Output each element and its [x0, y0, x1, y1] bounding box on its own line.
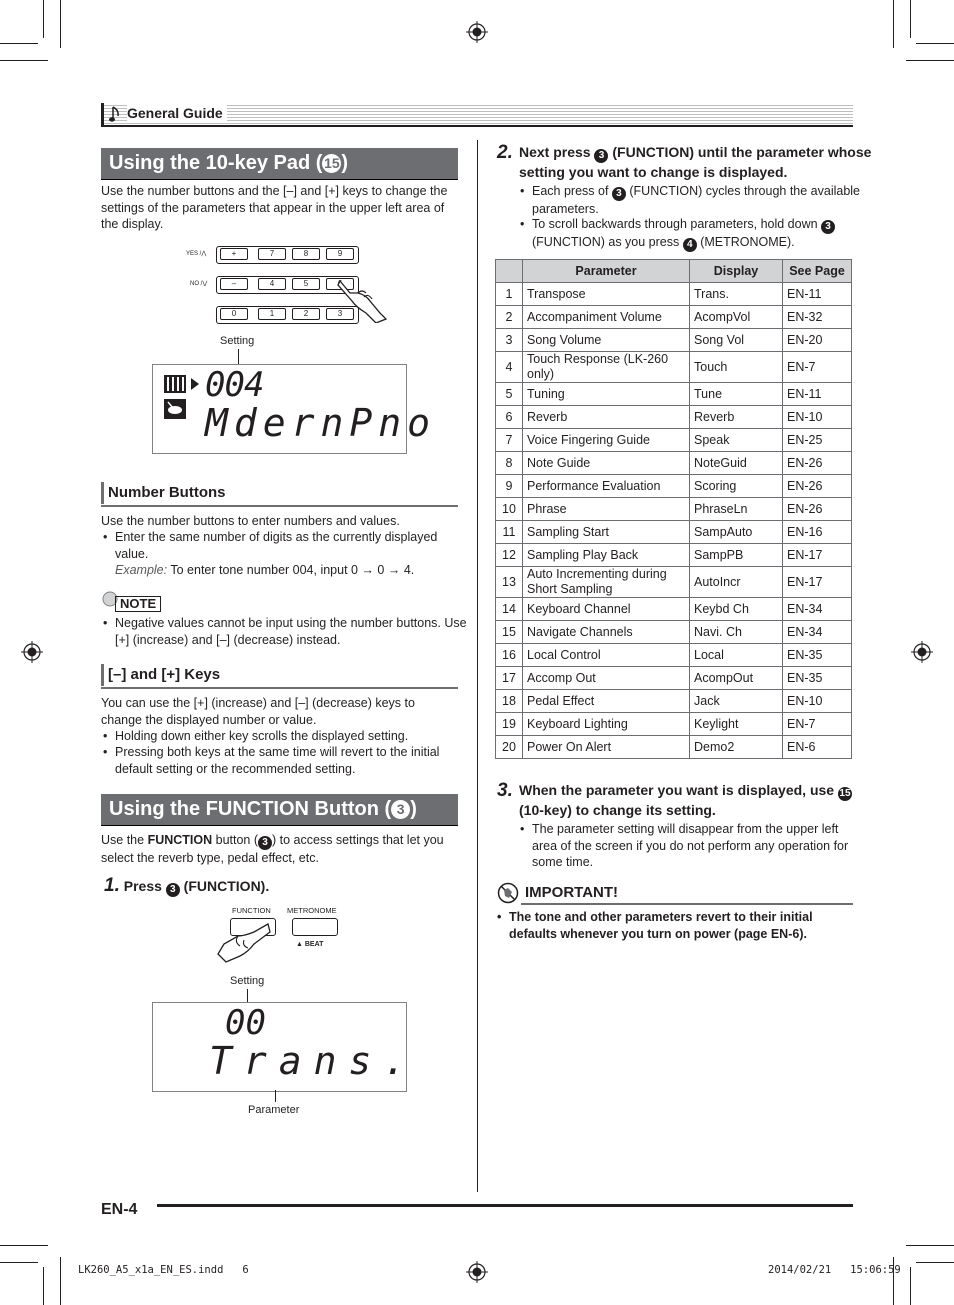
row-see-page: EN-34	[783, 621, 852, 644]
row-number: 12	[496, 544, 523, 567]
note-label: NOTE	[115, 596, 161, 612]
table-row	[496, 429, 852, 452]
row-parameter: Reverb	[523, 406, 690, 429]
table-row	[496, 598, 852, 621]
row-parameter: Voice Fingering Guide	[523, 429, 690, 452]
row-see-page: EN-11	[783, 283, 852, 306]
crop-mark	[60, 0, 61, 48]
row-see-page: EN-25	[783, 429, 852, 452]
keypad-section-title: Using the 10-key Pad ( 15)	[101, 148, 458, 180]
row-number: 5	[496, 383, 523, 406]
row-parameter: Tuning	[523, 383, 690, 406]
row-display: NoteGuid	[690, 452, 783, 475]
crop-mark	[906, 1245, 954, 1246]
row-number: 8	[496, 452, 523, 475]
step-1: 1. Press 3 (FUNCTION).	[104, 875, 270, 896]
row-number: 19	[496, 713, 523, 736]
row-number: 9	[496, 475, 523, 498]
key-1[interactable]: 1	[258, 308, 286, 320]
crop-mark	[906, 60, 954, 61]
crop-mark	[916, 43, 954, 44]
row-see-page: EN-32	[783, 306, 852, 329]
row-see-page: EN-11	[783, 383, 852, 406]
table-header-number	[496, 260, 523, 283]
key-3[interactable]: 3	[326, 308, 354, 320]
header-rule	[101, 125, 853, 127]
ref-4-icon: 4	[683, 238, 697, 252]
plus-minus-rule	[101, 687, 458, 689]
important-label: IMPORTANT!	[525, 884, 619, 901]
row-number: 11	[496, 521, 523, 544]
row-parameter: Song Volume	[523, 329, 690, 352]
table-row	[496, 283, 852, 306]
row-display: Keylight	[690, 713, 783, 736]
table-row	[496, 567, 852, 598]
row-number: 1	[496, 283, 523, 306]
keypad-intro: Use the number buttons and the [–] and [+] keys to change the settings of the parameters that appear in the upper left area of the display.	[101, 184, 448, 231]
row-number: 6	[496, 406, 523, 429]
crop-mark	[43, 1267, 44, 1305]
row-parameter: Phrase	[523, 498, 690, 521]
footer-timestamp: 2014/02/21 15:06:59	[768, 1264, 901, 1276]
pointing-hand-icon	[214, 918, 274, 964]
row-parameter: Performance Evaluation	[523, 475, 690, 498]
row-number: 13	[496, 567, 523, 598]
row-see-page: EN-35	[783, 667, 852, 690]
keyboard-icon	[163, 374, 187, 394]
row-see-page: EN-10	[783, 406, 852, 429]
metronome-button[interactable]	[292, 918, 338, 936]
number-buttons-rule	[101, 505, 458, 507]
selector-arrow-icon	[191, 378, 199, 390]
table-row	[496, 306, 852, 329]
metronome-label: METRONOME	[287, 906, 337, 915]
footer-rule	[157, 1204, 853, 1207]
important-rule	[521, 903, 853, 905]
row-parameter: Note Guide	[523, 452, 690, 475]
crop-mark	[893, 0, 894, 48]
row-number: 3	[496, 329, 523, 352]
row-see-page: EN-7	[783, 713, 852, 736]
table-row	[496, 544, 852, 567]
row-parameter: Power On Alert	[523, 736, 690, 759]
keypad-illustration	[186, 243, 406, 328]
row-see-page: EN-26	[783, 452, 852, 475]
row-parameter: Auto Incrementing during Short Sampling	[523, 567, 690, 598]
row-see-page: EN-17	[783, 567, 852, 598]
table-row	[496, 690, 852, 713]
row-see-page: EN-26	[783, 475, 852, 498]
row-parameter: Keyboard Lighting	[523, 713, 690, 736]
crop-mark	[0, 1262, 38, 1263]
table-row	[496, 352, 852, 383]
table-row	[496, 621, 852, 644]
ref-3-icon: 3	[594, 149, 608, 163]
plus-minus-intro: You can use the [+] (increase) and [–] (decrease) keys to change the displayed number or value.	[101, 696, 415, 727]
row-display: PhraseLn	[690, 498, 783, 521]
plus-minus-title: [–] and [+] Keys	[101, 664, 220, 686]
function-button-illustration	[210, 904, 350, 964]
table-header-display: Display	[690, 260, 783, 283]
crop-mark	[0, 43, 38, 44]
row-display: AutoIncr	[690, 567, 783, 598]
ref-3-icon: 3	[612, 187, 626, 201]
lcd-tone-name: MdernPno	[205, 401, 437, 445]
note-bullet: • Negative values cannot be input using the number buttons. Use [+] (increase) and [–] (decrease) instead.	[101, 615, 472, 648]
ref-3-icon: 3	[391, 800, 410, 819]
number-buttons-title: Number Buttons	[101, 482, 226, 504]
row-display: Trans.	[690, 283, 783, 306]
row-parameter: Sampling Play Back	[523, 544, 690, 567]
row-parameter: Pedal Effect	[523, 690, 690, 713]
row-display: Song Vol	[690, 329, 783, 352]
table-row	[496, 475, 852, 498]
row-number: 17	[496, 667, 523, 690]
row-display: AcompOut	[690, 667, 783, 690]
row-see-page: EN-35	[783, 644, 852, 667]
registration-mark-icon	[911, 641, 933, 663]
table-row	[496, 644, 852, 667]
lcd-function-name: Trans.	[209, 1039, 419, 1083]
crop-mark	[0, 1245, 48, 1246]
row-parameter: Accompaniment Volume	[523, 306, 690, 329]
row-see-page: EN-10	[783, 690, 852, 713]
registration-mark-icon	[21, 641, 43, 663]
music-note-icon	[109, 105, 123, 123]
key-5[interactable]: 5	[292, 278, 320, 290]
row-number: 14	[496, 598, 523, 621]
key-8[interactable]: 8	[292, 248, 320, 260]
crop-mark	[0, 60, 48, 61]
row-parameter: Keyboard Channel	[523, 598, 690, 621]
ref-15-icon: 15	[839, 788, 851, 799]
row-see-page: EN-6	[783, 736, 852, 759]
row-see-page: EN-16	[783, 521, 852, 544]
row-number: 16	[496, 644, 523, 667]
lcd-function-number: 00	[225, 1003, 266, 1043]
row-parameter: Accomp Out	[523, 667, 690, 690]
pointing-hand-icon	[336, 277, 392, 323]
table-header-parameter: Parameter	[523, 260, 690, 283]
parameter-label: Parameter	[248, 1104, 300, 1116]
row-display: Navi. Ch	[690, 621, 783, 644]
table-row	[496, 521, 852, 544]
step-2-bullet-2: • To scroll backwards through parameters, hold down 3 (FUNCTION) as you press 4 (METRONOME).	[518, 216, 865, 252]
row-parameter: Sampling Start	[523, 521, 690, 544]
row-display: Tune	[690, 383, 783, 406]
registration-mark-icon	[466, 21, 488, 43]
important-badge	[497, 882, 853, 906]
row-display: Speak	[690, 429, 783, 452]
ref-15-icon: 15	[324, 155, 340, 171]
row-parameter: Transpose	[523, 283, 690, 306]
important-bullet: • The tone and other parameters revert to their initial defaults whenever you turn on power (page EN-6).	[495, 909, 852, 942]
row-see-page: EN-26	[783, 498, 852, 521]
page-header	[101, 103, 853, 125]
step-2-bullet-1: • Each press of 3 (FUNCTION) cycles through the available parameters.	[518, 183, 865, 218]
step-2: 2. Next press 3 (FUNCTION) until the parameter whose setting you want to change is displayed.	[497, 142, 872, 180]
row-number: 18	[496, 690, 523, 713]
number-buttons-bullet: • Enter the same number of digits as the currently displayed value. Example: To enter tone number 004, input 0 → 0 → 4.	[101, 529, 458, 579]
lcd-display-function	[152, 1002, 419, 1092]
row-parameter: Local Control	[523, 644, 690, 667]
key-2[interactable]: 2	[292, 308, 320, 320]
key-0[interactable]: 0	[220, 308, 248, 320]
lcd-tone-number: 004	[205, 365, 264, 405]
header-bar	[101, 103, 104, 125]
number-buttons-intro: Use the number buttons to enter numbers and values.	[101, 514, 400, 528]
crop-mark	[916, 1262, 954, 1263]
warning-hand-icon	[497, 882, 519, 904]
row-see-page: EN-34	[783, 598, 852, 621]
setting-label-1: Setting	[220, 335, 255, 347]
row-display: Jack	[690, 690, 783, 713]
row-display: SampPB	[690, 544, 783, 567]
setting-pointer-1	[238, 349, 239, 365]
table-row	[496, 383, 852, 406]
plus-key[interactable]: +	[220, 248, 248, 260]
registration-mark-icon	[466, 1261, 488, 1283]
row-display: AcompVol	[690, 306, 783, 329]
key-7[interactable]: 7	[258, 248, 286, 260]
table-row	[496, 498, 852, 521]
row-number: 10	[496, 498, 523, 521]
row-number: 15	[496, 621, 523, 644]
drum-icon	[163, 398, 187, 420]
table-row	[496, 713, 852, 736]
row-see-page: EN-7	[783, 352, 852, 383]
row-see-page: EN-20	[783, 329, 852, 352]
crop-mark	[910, 1267, 911, 1305]
crop-mark	[43, 0, 44, 38]
beat-label: ▲ BEAT	[296, 941, 324, 948]
row-display: Demo2	[690, 736, 783, 759]
row-number: 4	[496, 352, 523, 383]
no-label: NO /⋁	[190, 281, 208, 287]
crop-mark	[910, 0, 911, 38]
row-display: SampAuto	[690, 521, 783, 544]
table-row	[496, 452, 852, 475]
row-display: Scoring	[690, 475, 783, 498]
row-see-page: EN-17	[783, 544, 852, 567]
step-3: 3. When the parameter you want is displayed, use 15 (10-key) to change its setting.	[497, 780, 851, 818]
row-display: Reverb	[690, 406, 783, 429]
row-number: 7	[496, 429, 523, 452]
ref-3-icon: 3	[166, 883, 180, 897]
parameter-pointer	[275, 1090, 276, 1102]
table-header-row	[496, 260, 852, 283]
table-row	[496, 736, 852, 759]
step-3-bullet: • The parameter setting will disappear from the upper left area of the screen if you do not perform any operation for some time.	[518, 821, 865, 871]
minus-key[interactable]: –	[220, 278, 248, 290]
lcd-display-tone	[152, 364, 437, 454]
key-4[interactable]: 4	[258, 278, 286, 290]
table-header-see-page: See Page	[783, 260, 852, 283]
table-row	[496, 667, 852, 690]
column-divider	[477, 140, 478, 1192]
row-parameter: Touch Response (LK-260 only)	[523, 352, 690, 383]
function-intro: Use the FUNCTION button ( 3 ) to access settings that let you select the reverb type, pedal effect, etc.	[101, 833, 444, 865]
table-row	[496, 406, 852, 429]
row-number: 20	[496, 736, 523, 759]
function-label: FUNCTION	[232, 906, 271, 915]
ref-3-icon: 3	[821, 220, 835, 234]
ref-3-icon: 3	[258, 836, 272, 850]
page-number: EN-4	[101, 1201, 138, 1218]
footer-file-name: LK260_A5_x1a_EN_ES.indd 6	[78, 1264, 249, 1276]
crop-mark	[60, 1257, 61, 1305]
row-display: Keybd Ch	[690, 598, 783, 621]
parameter-table	[495, 259, 852, 759]
key-9[interactable]: 9	[326, 248, 354, 260]
header-section-title: General Guide	[127, 105, 227, 121]
row-number: 2	[496, 306, 523, 329]
row-parameter: Navigate Channels	[523, 621, 690, 644]
plus-minus-bullet-2: • Pressing both keys at the same time will revert to the initial default setting or the recommended setting.	[101, 744, 472, 777]
row-display: Local	[690, 644, 783, 667]
function-section-title: Using the FUNCTION Button ( 3 )	[101, 794, 458, 826]
table-row	[496, 329, 852, 352]
plus-minus-bullet-1: • Holding down either key scrolls the displayed setting.	[101, 728, 472, 745]
yes-label: YES /⋀	[186, 251, 207, 257]
row-display: Touch	[690, 352, 783, 383]
setting-label-2: Setting	[230, 975, 265, 987]
